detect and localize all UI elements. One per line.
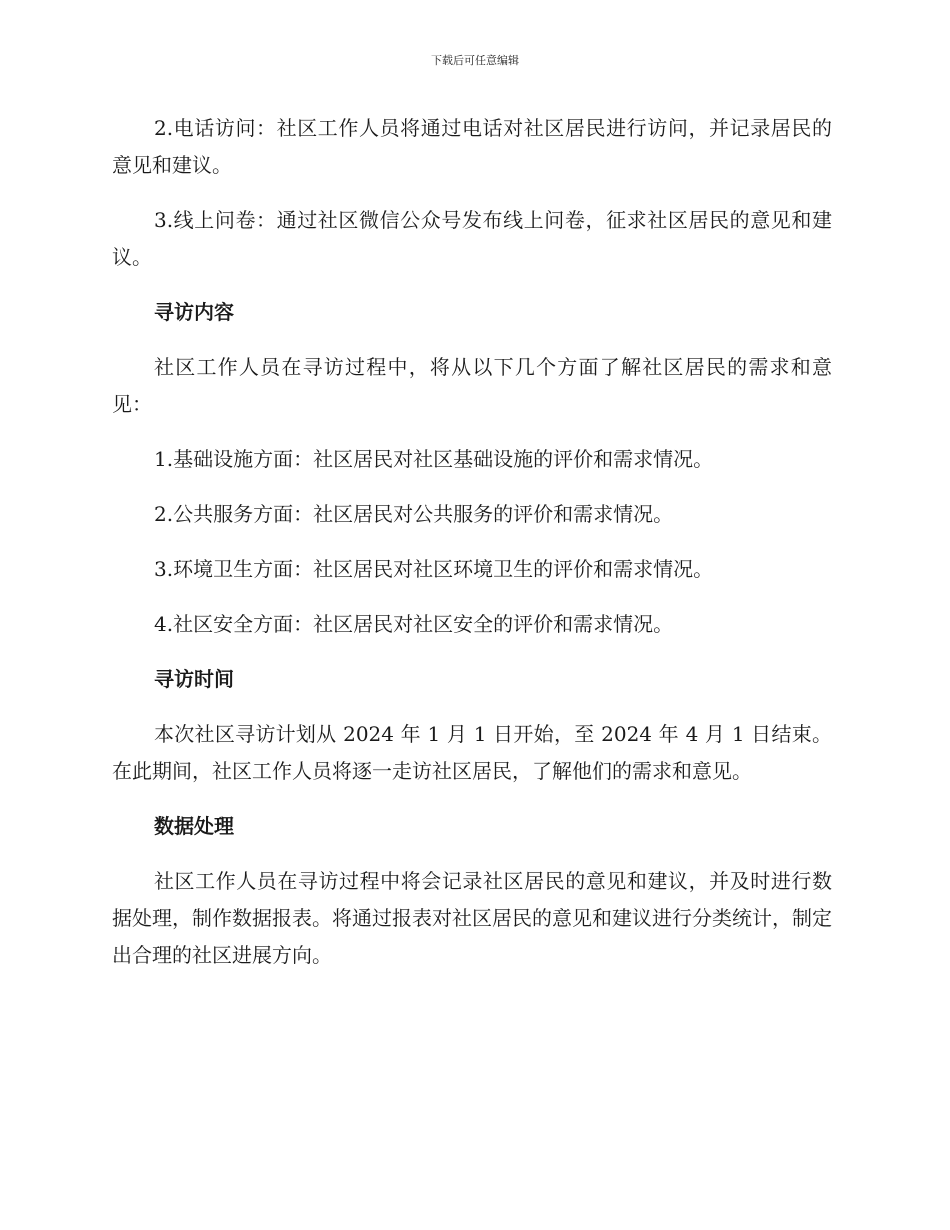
section-heading-data: 数据处理	[154, 814, 234, 838]
section-heading-content: 寻访内容	[154, 300, 234, 324]
section-heading-time: 寻访时间	[154, 667, 234, 691]
paragraph-safety: 4.社区安全方面：社区居民对社区安全的评价和需求情况。	[154, 612, 674, 636]
paragraph-infrastructure: 1.基础设施方面：社区居民对社区基础设施的评价和需求情况。	[154, 447, 714, 471]
paragraph-content-intro: 社区工作人员在寻访过程中，将从以下几个方面了解社区居民的需求和意见：	[112, 355, 832, 416]
paragraph-environment: 3.环境卫生方面：社区居民对社区环境卫生的评价和需求情况。	[154, 557, 714, 581]
paragraph-phone-visit: 2.电话访问：社区工作人员将通过电话对社区居民进行访问，并记录居民的意见和建议。	[112, 116, 832, 177]
paragraph-time: 本次社区寻访计划从 2024 年 1 月 1 日开始，至 2024 年 4 月 1 日结束。在此期间，社区工作人员将逐一走访社区居民，了解他们的需求和意见。	[112, 722, 832, 783]
page-header: 下载后可任意编辑	[431, 54, 519, 67]
paragraph-online-survey: 3.线上问卷：通过社区微信公众号发布线上问卷，征求社区居民的意见和建议。	[112, 208, 832, 269]
paragraph-data: 社区工作人员在寻访过程中将会记录社区居民的意见和建议，并及时进行数据处理，制作数据报表。将通过报表对社区居民的意见和建议进行分类统计，制定出合理的社区进展方向。	[112, 869, 832, 967]
document-body	[112, 110, 832, 992]
paragraph-public-service: 2.公共服务方面：社区居民对公共服务的评价和需求情况。	[154, 502, 674, 526]
